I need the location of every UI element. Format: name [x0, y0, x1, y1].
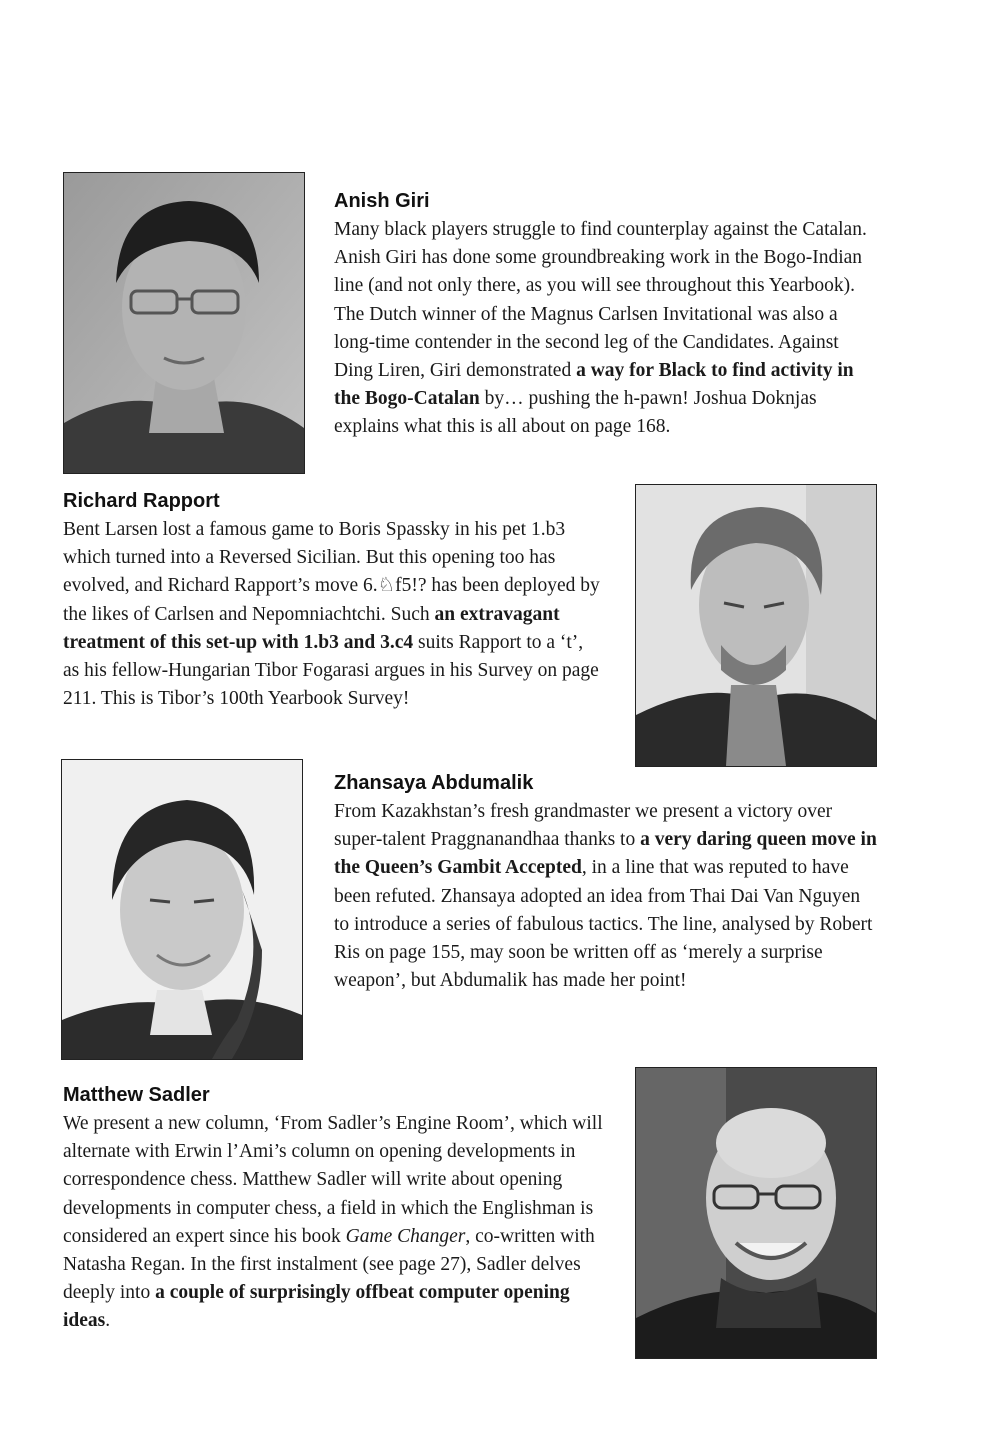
anish-giri-description: Many black players struggle to find counterplay against the Catalan. Anish Giri has done some groundbreaking work in the Bogo-Indian line (and not only there, as you will see throughout this Yearbook). The Dutch winner of the Magnus Carlsen Invitational was also a long-time contender in the second leg of the Candidates. Against Ding Liren, Giri demonstrated a way for Black to find activity in the Bogo-Catalan by… pushing the h-pawn! Joshua Doknjas explains what this is all about on page 168.	[334, 219, 867, 438]
zhansaya-abdumalik-photo	[61, 759, 303, 1060]
richard-rapport-description: Bent Larsen lost a famous game to Boris Spassky in his pet 1.b3 which turned into a Reversed Sicilian. But this opening too has evolved, and Richard Rapport’s move 6.♘f5!? has been deployed by the likes of Carlsen and Nepomniachtchi. Such an extravagant treatment of this set-up with 1.b3 and 3.c4 suits Rapport to a ‘t’, as his fellow-Hungarian Tibor Fogarasi argues in his Survey on page 211. This is Tibor’s 100th Yearbook Survey!	[63, 519, 600, 710]
anish-giri-name: Anish Giri	[334, 190, 430, 212]
zhansaya-abdumalik-name: Zhansaya Abdumalik	[334, 772, 534, 794]
anish-giri-photo	[63, 172, 305, 474]
zhansaya-abdumalik-description: From Kazakhstan’s fresh grandmaster we present a victory over super-talent Praggnanandhaa thanks to a very daring queen move in the Queen’s Gambit Accepted, in a line that was reputed to have been refuted. Zhansaya adopted an idea from Thai Dai Van Nguyen to introduce a series of fabulous tactics. The line, analysed by Robert Ris on page 155, may soon be written off as ‘merely a surprise weapon’, but Abdumalik has made her point!	[334, 801, 877, 992]
richard-rapport-photo	[635, 484, 877, 767]
richard-rapport-name: Richard Rapport	[63, 490, 220, 512]
matthew-sadler-description: We present a new column, ‘From Sadler’s Engine Room’, which will alternate with Erwin l’Ami’s column on opening developments in correspondence chess. Matthew Sadler will write about opening developments in computer chess, a field in which the Englishman is considered an expert since his book Game Changer, co-written with Natasha Regan. In the first instalment (see page 27), Sadler delves deeply into a couple of surprisingly offbeat computer opening ideas.	[63, 1113, 603, 1332]
matthew-sadler-name: Matthew Sadler	[63, 1084, 210, 1106]
matthew-sadler-photo	[635, 1067, 877, 1359]
